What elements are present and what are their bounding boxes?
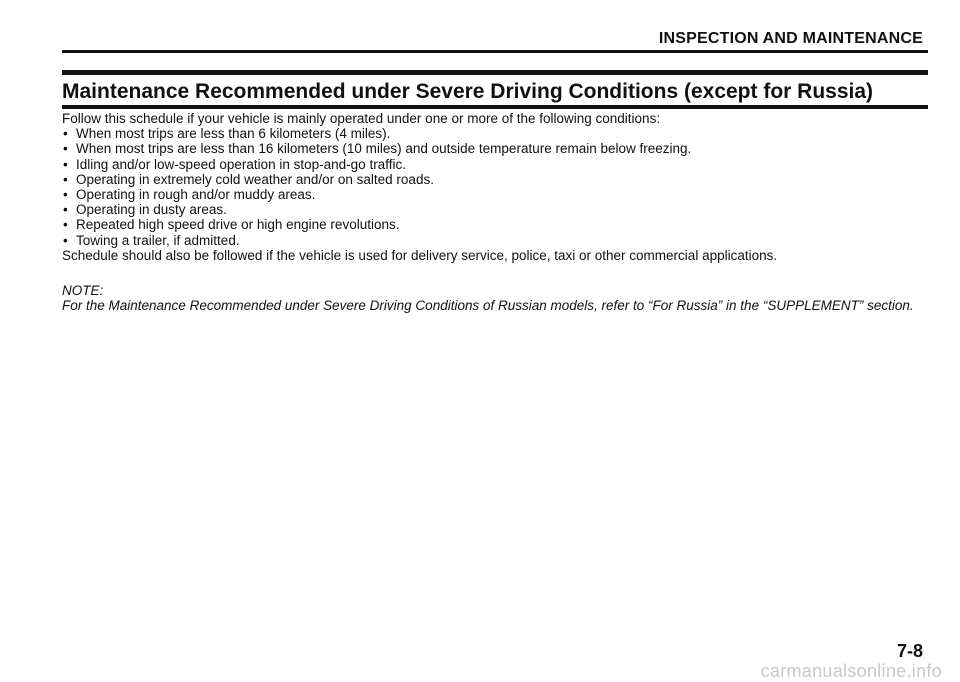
note-text: For the Maintenance Recommended under Severe Driving Conditions of Russian models, refer to “For Russia” in the “SUPPLEMENT” section. [62,298,914,313]
condition-item: • Operating in rough and/or muddy areas. [62,187,932,202]
title-rule-top [62,70,928,75]
condition-item: • Idling and/or low-speed operation in stop-and-go traffic. [62,157,932,172]
condition-item: • Repeated high speed drive or high engine revolutions. [62,217,932,232]
condition-item: • Towing a trailer, if admitted. [62,233,932,248]
page-number: 7-8 [896,641,923,661]
page-title: Maintenance Recommended under Severe Driving Conditions (except for Russia) [62,80,874,103]
condition-item: • Operating in extremely cold weather and/or on salted roads. [62,172,932,187]
intro-paragraph: Follow this schedule if your vehicle is mainly operated under one or more of the following conditions: [62,111,661,126]
watermark: carmanualsonline.info [760,661,942,681]
condition-item: • Operating in dusty areas. [62,202,932,217]
condition-item: • When most trips are less than 16 kilometers (10 miles) and outside temperature remain below freezing. [62,141,932,156]
body-text [62,111,932,263]
conditions-list [62,126,932,248]
note-block [62,283,930,313]
title-rule-bottom [62,105,928,109]
note-label: NOTE: [62,283,104,298]
closing-paragraph: Schedule should also be followed if the vehicle is used for delivery service, police, taxi or other commercial applications. [62,247,778,263]
header-rule [62,50,928,53]
section-header: INSPECTION AND MAINTENANCE [658,30,923,47]
condition-item: • When most trips are less than 6 kilometers (4 miles). [62,126,932,141]
